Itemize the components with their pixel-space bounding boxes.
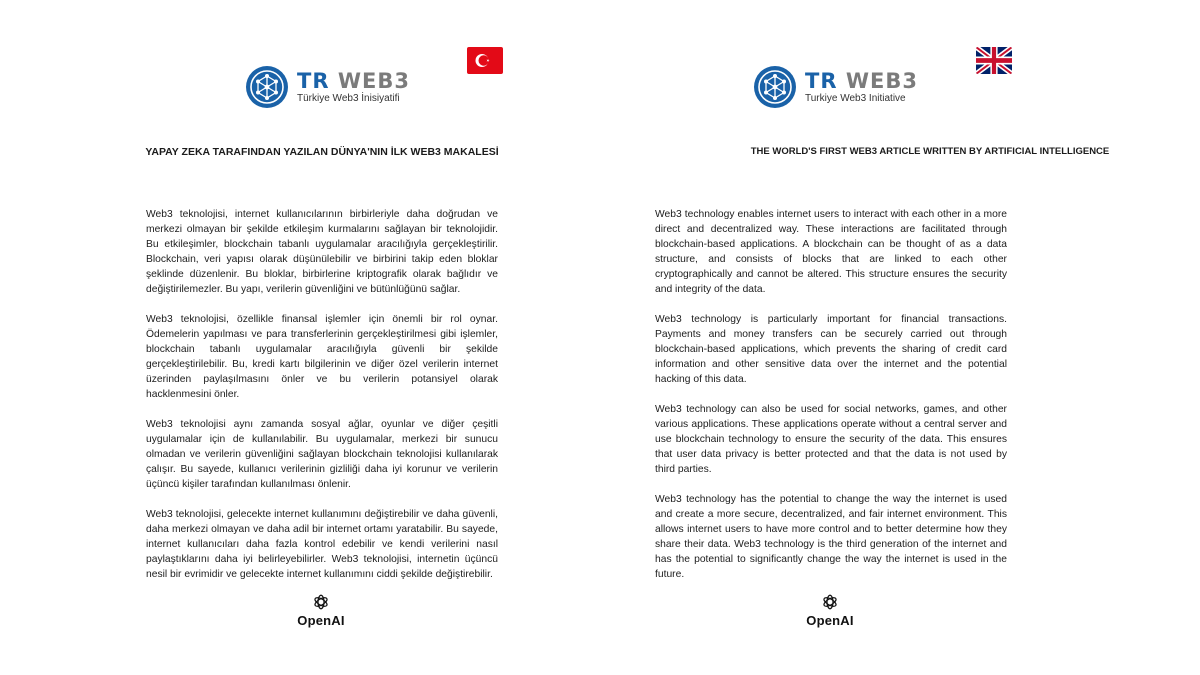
logo-wordmark <box>805 70 918 92</box>
openai-label: OpenAI <box>806 613 854 628</box>
logo-subtitle: Türkiye Web3 İnisiyatifi <box>297 93 400 104</box>
article-body <box>146 207 498 597</box>
uk-flag-icon <box>976 47 1012 74</box>
openai-label: OpenAI <box>297 613 345 628</box>
paragraph: Web3 teknolojisi, özellikle finansal işlemler için önemli bir rol oynar. Ödemelerin yapılması ve para transferlerinin gerçekleştirilmesi gibi işlemler, blockchain tabanlı uygulamalar aracılığıyla güvenli bir şekilde gerçekleştirilebilir. Bu, kredi kartı bilgilerinin ve diğer özel verilerin internet üzerinden paylaşılmasını önler ve bu verilerin potansiyel olarak hacklenmesini önler. <box>146 314 498 400</box>
article-title: THE WORLD'S FIRST WEB3 ARTICLE WRITTEN BY ARTIFICIAL INTELLIGENCE <box>750 146 1110 157</box>
english-page <box>600 0 1200 675</box>
paragraph: Web3 teknolojisi aynı zamanda sosyal ağlar, oyunlar ve diğer çeşitli uygulamalar için de kullanılabilir. Bu uygulamalar, merkezi bir sunucu olmadan ve verilerin güvenliğini sağlayan blockchain teknolojisi kullanılarak çalışır. Bu sayede, kullanıcı verilerinin gizliliği daha iyi korunur ve verilerin üçüncü kişiler tarafından kullanılması önlenir. <box>146 419 498 490</box>
paragraph: Web3 technology is particularly important for financial transactions. Payments and money transfers can be securely carried out through blockchain-based applications, which prevents the sharing of credit card information and other sensitive data over the internet and the potential hacking of this data. <box>655 314 1007 385</box>
openai-logo-icon <box>821 593 839 611</box>
paragraph: Web3 technology enables internet users to interact with each other in a more direct and decentralized way. These interactions are facilitated through blockchain-based applications. A blockchain can be thought of as a data structure, and consists of blocks that are linked to each other cryptographically and cannot be altered. This structure ensures the security and integrity of the data. <box>655 209 1007 295</box>
network-globe-icon <box>753 65 797 109</box>
tr-web3-logo <box>753 62 918 112</box>
article-body <box>655 207 1007 597</box>
paragraph: Web3 teknolojisi, gelecekte internet kullanımını değiştirebilir ve daha güvenli, daha merkezi olmayan ve daha adil bir internet ortamı yaratabilir. Bu sayede, internet kullanıcıları daha fazla kontrol edebilir ve kendi verilerini nasıl paylaştıklarını daha iyi belirleyebilirler. Web3 teknolojisi, internetin üçüncü nesil bir evrimidir ve gelecekte internet kullanımını ciddi şekilde değiştirebilir. <box>146 509 498 580</box>
network-globe-icon <box>245 65 289 109</box>
logo-web3: WEB3 <box>337 69 410 93</box>
logo-subtitle: Turkiye Web3 Initiative <box>805 93 906 104</box>
logo-tr: TR <box>805 69 838 93</box>
logo-tr: TR <box>297 69 330 93</box>
turkey-flag-icon <box>467 47 503 74</box>
logo-web3: WEB3 <box>845 69 918 93</box>
openai-footer <box>291 593 351 628</box>
paragraph: Web3 technology has the potential to change the way the internet is used and create a more secure, decentralized, and fair internet environment. This allows internet users to have more control and to better determine how they share their data. Web3 technology is the third generation of the internet and has the potential to significantly change the way the internet is used in the future. <box>655 494 1007 580</box>
paragraph: Web3 technology can also be used for social networks, games, and other various applications. These applications operate without a central server and use blockchain technology to ensure the security of the data. This ensures that user data privacy is better protected and that the data is not used by third parties. <box>655 404 1007 475</box>
logo-wordmark <box>297 70 410 92</box>
paragraph: Web3 teknolojisi, internet kullanıcılarının birbirleriyle daha doğrudan ve merkezi olmayan bir şekilde etkileşim kurmalarını sağlayan bir teknolojidir. Bu etkileşimler, blockchain tabanlı uygulamalar aracılığıyla gerçekleştirilir. Blockchain, veri yapısı olarak düşünülebilir ve birbirini takip eden bloklar şeklinde düzenlenir. Bu bloklar, birbirlerine kriptografik olarak bağlıdır ve değiştirilemezler. Bu yapı, verilerin güvenliğini ve bütünlüğünü sağlar. <box>146 209 498 295</box>
openai-footer <box>800 593 860 628</box>
tr-web3-logo <box>245 62 410 112</box>
article-title: YAPAY ZEKA TARAFINDAN YAZILAN DÜNYA'NIN İLK WEB3 MAKALESİ <box>145 146 499 158</box>
openai-logo-icon <box>312 593 330 611</box>
